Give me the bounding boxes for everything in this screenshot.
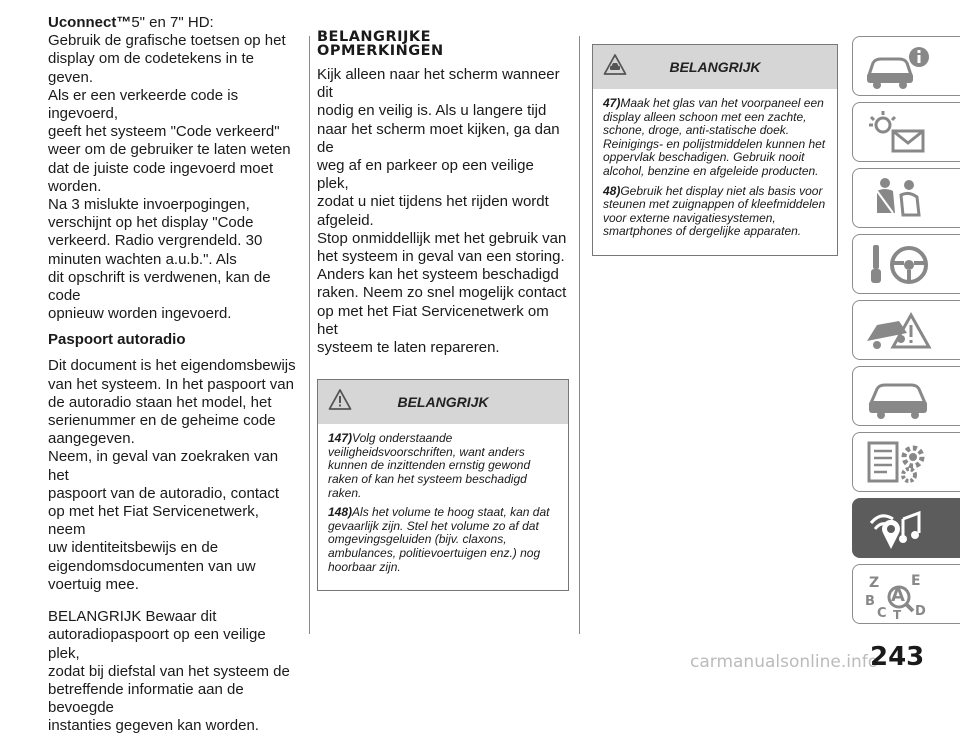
text-line: paspoort van de autoradio, contact — [48, 484, 279, 502]
tab-index[interactable] — [852, 564, 960, 624]
text-line: dit opschrift is verdwenen, kan de code — [48, 268, 271, 305]
text-line: instanties gegeven kan worden. — [48, 717, 259, 735]
text-line: weg af en parkeer op een veilige plek, — [317, 157, 534, 193]
index-letter-t: T — [893, 608, 902, 619]
warning-item — [328, 432, 560, 500]
car-maintenance-icon — [863, 373, 933, 421]
text-line: voertuig mee. — [48, 575, 139, 593]
text-line: het systeem in geval van een storing. — [317, 248, 565, 266]
text-line: Neem, in geval van zoekraken van het — [48, 448, 279, 484]
warning-box — [592, 44, 838, 256]
page-number: 243 — [870, 642, 925, 672]
text-line: gevaarlijk zijn. Stel het volume zo af dat — [328, 518, 539, 533]
text-line: dat de juiste code ingevoerd moet — [48, 159, 274, 177]
text-line: raken. — [328, 485, 362, 500]
text-line: naar het scherm moet kijken, ga dan de — [317, 120, 560, 156]
warning-item — [328, 506, 560, 574]
column-divider-1 — [309, 36, 310, 634]
index-letter-e: E — [911, 573, 921, 589]
section-subheading: Paspoort autoradio — [48, 331, 186, 349]
text-line: verschijnt op het display "Code — [48, 214, 254, 232]
warning-triangle-icon — [328, 388, 352, 412]
text-line: steunen met zuignappen of kleefmiddelen — [603, 197, 826, 212]
warning-header — [593, 45, 837, 89]
item-number: 48) — [603, 183, 621, 198]
text-line: uw identiteitsbewijs en de — [48, 539, 219, 557]
specifications-gear-icon — [863, 439, 933, 487]
text-line: display om de codetekens in te geven. — [48, 50, 254, 86]
text-line: hoorbaar zijn. — [328, 559, 401, 574]
text-line: Reinigings- en polijstmiddelen kunnen het — [603, 136, 826, 151]
warning-item — [603, 97, 829, 179]
item-number: 147) — [328, 431, 353, 446]
car-emergency-icon — [863, 307, 933, 355]
key-steering-wheel-icon — [863, 241, 933, 289]
text-line: Anders kan het systeem beschadigd — [317, 266, 559, 284]
text-line: minuten wachten a.u.b.". Als — [48, 250, 237, 268]
text-line: Als het volume te hoog staat, kan dat — [352, 505, 550, 520]
text-line: Als er een verkeerde code is ingevoerd, — [48, 86, 239, 123]
tab-safety[interactable] — [852, 168, 960, 228]
text-line: Stop onmiddellijk met het gebruik van — [317, 229, 567, 247]
watermark: carmanualsonline.info — [690, 652, 879, 672]
text-line: opnieuw worden ingevoerd. — [48, 305, 232, 323]
warning-title: BELANGRIJK — [669, 59, 761, 75]
item-number: 148) — [328, 505, 353, 520]
text-line: geeft het systeem "Code verkeerd" — [48, 123, 280, 141]
text-line: afgeleid. — [317, 211, 374, 229]
text-line: systeem te laten repareren. — [317, 339, 500, 357]
text-line: ambulances, politievoertuigen enz.) nog — [328, 546, 541, 560]
column-1 — [48, 14, 300, 736]
intro-paragraph — [48, 14, 300, 323]
text-line: verkeerd. Radio vergrendeld. 30 — [48, 232, 263, 250]
index-letter-b: B — [865, 594, 875, 609]
text-line: raken of kan het systeem beschadigd — [328, 472, 527, 487]
text-line: van het systeem. In het paspoort van — [48, 375, 294, 393]
text-line: worden. — [48, 177, 102, 195]
tab-warning-lights[interactable] — [852, 102, 960, 162]
warning-box — [317, 379, 569, 591]
text-line: schone, droge, anti-statische doek. — [603, 123, 790, 138]
tab-starting-driving[interactable] — [852, 234, 960, 294]
text-line: serienummer en de geheime code — [48, 412, 276, 430]
text-line: kunnen de inzittenden ernstig gewond — [328, 458, 531, 473]
heading-line: BELANGRIJKE — [317, 29, 432, 45]
text-line: Gebruik de grafische toetsen op het — [48, 32, 286, 50]
text-line: display alleen schoon met een zachte, — [603, 109, 807, 124]
text-line: veiligheidsvoorschriften, want anders — [328, 444, 525, 459]
text-line: Kijk alleen naar het scherm wanneer dit — [317, 66, 560, 102]
text-line: zodat bij diefstal van het systeem de — [48, 662, 290, 680]
text-line: weer om de gebruiker te laten weten — [48, 141, 291, 159]
text-line: BELANGRIJK Bewaar dit — [48, 608, 217, 626]
text-line: de autoradio staan het model, het — [48, 393, 272, 411]
multimedia-icon — [863, 505, 933, 553]
passport-paragraph — [48, 357, 300, 594]
warning-item — [603, 185, 829, 239]
text-line: omgevingsgeluiden (bijv. claxons, — [328, 532, 507, 547]
text-line: Dit document is het eigendomsbewijs — [48, 357, 296, 375]
car-info-icon — [863, 43, 933, 91]
tab-specifications[interactable] — [852, 432, 960, 492]
warning-title: BELANGRIJK — [397, 394, 489, 411]
text-line: voor externe navigatiesystemen, — [603, 210, 776, 225]
text-line: Gebruik het display niet als basis voor — [620, 183, 823, 198]
text-line: Volg onderstaande — [352, 431, 453, 446]
text-line: op met het Fiat Servicenetwerk, neem — [48, 503, 259, 539]
text-line: autoradiopaspoort op een veilige plek, — [48, 626, 266, 662]
text-line: betreffende informatie aan de bevoegde — [48, 680, 244, 717]
warning-body — [318, 424, 568, 590]
text-line: alcohol, benzine en afgeleide producten. — [603, 163, 819, 178]
column-2 — [317, 30, 569, 591]
car-warning-icon — [603, 53, 627, 77]
warning-lights-icon — [863, 109, 933, 157]
heading-line: OPMERKINGEN — [317, 43, 444, 59]
item-number: 47) — [603, 96, 621, 110]
important-paragraph — [48, 608, 300, 735]
warning-body — [593, 89, 837, 255]
index-letter-z: Z — [869, 575, 880, 591]
text-line: nodig en veilig is. Als u langere tijd — [317, 102, 547, 120]
uconnect-model: 5" en 7" HD: — [131, 14, 214, 31]
index-letter-d: D — [915, 604, 926, 619]
tab-maintenance[interactable] — [852, 366, 960, 426]
text-line: smartphones of dergelijke apparaten. — [603, 224, 802, 239]
notes-paragraph — [317, 66, 569, 357]
text-line: eigendomsdocumenten van uw — [48, 557, 256, 575]
tab-car-info[interactable] — [852, 36, 960, 96]
index-letter-a: A — [891, 585, 905, 606]
section-heading — [317, 30, 569, 58]
column-3 — [592, 44, 838, 256]
text-line: zodat u niet tijdens het rijden wordt — [317, 193, 549, 211]
text-line: aangegeven. — [48, 430, 135, 448]
uconnect-label: Uconnect™ — [48, 14, 132, 31]
column-divider-2 — [579, 36, 580, 634]
warning-header — [318, 380, 568, 424]
tab-multimedia[interactable] — [852, 498, 960, 558]
alphabetical-index-icon — [863, 571, 933, 619]
text-line: Na 3 mislukte invoerpogingen, — [48, 196, 250, 214]
index-letter-c: C — [877, 606, 887, 619]
seatbelt-airbag-icon — [863, 175, 933, 223]
text-line: Maak het glas van het voorpaneel een — [620, 96, 824, 110]
text-line: op met het Fiat Servicenetwerk om het — [317, 302, 549, 338]
tab-emergency[interactable] — [852, 300, 960, 360]
text-line: oppervlak beschadigen. Gebruik nooit — [603, 150, 805, 165]
text-line: raken. Neem zo snel mogelijk contact — [317, 284, 567, 302]
